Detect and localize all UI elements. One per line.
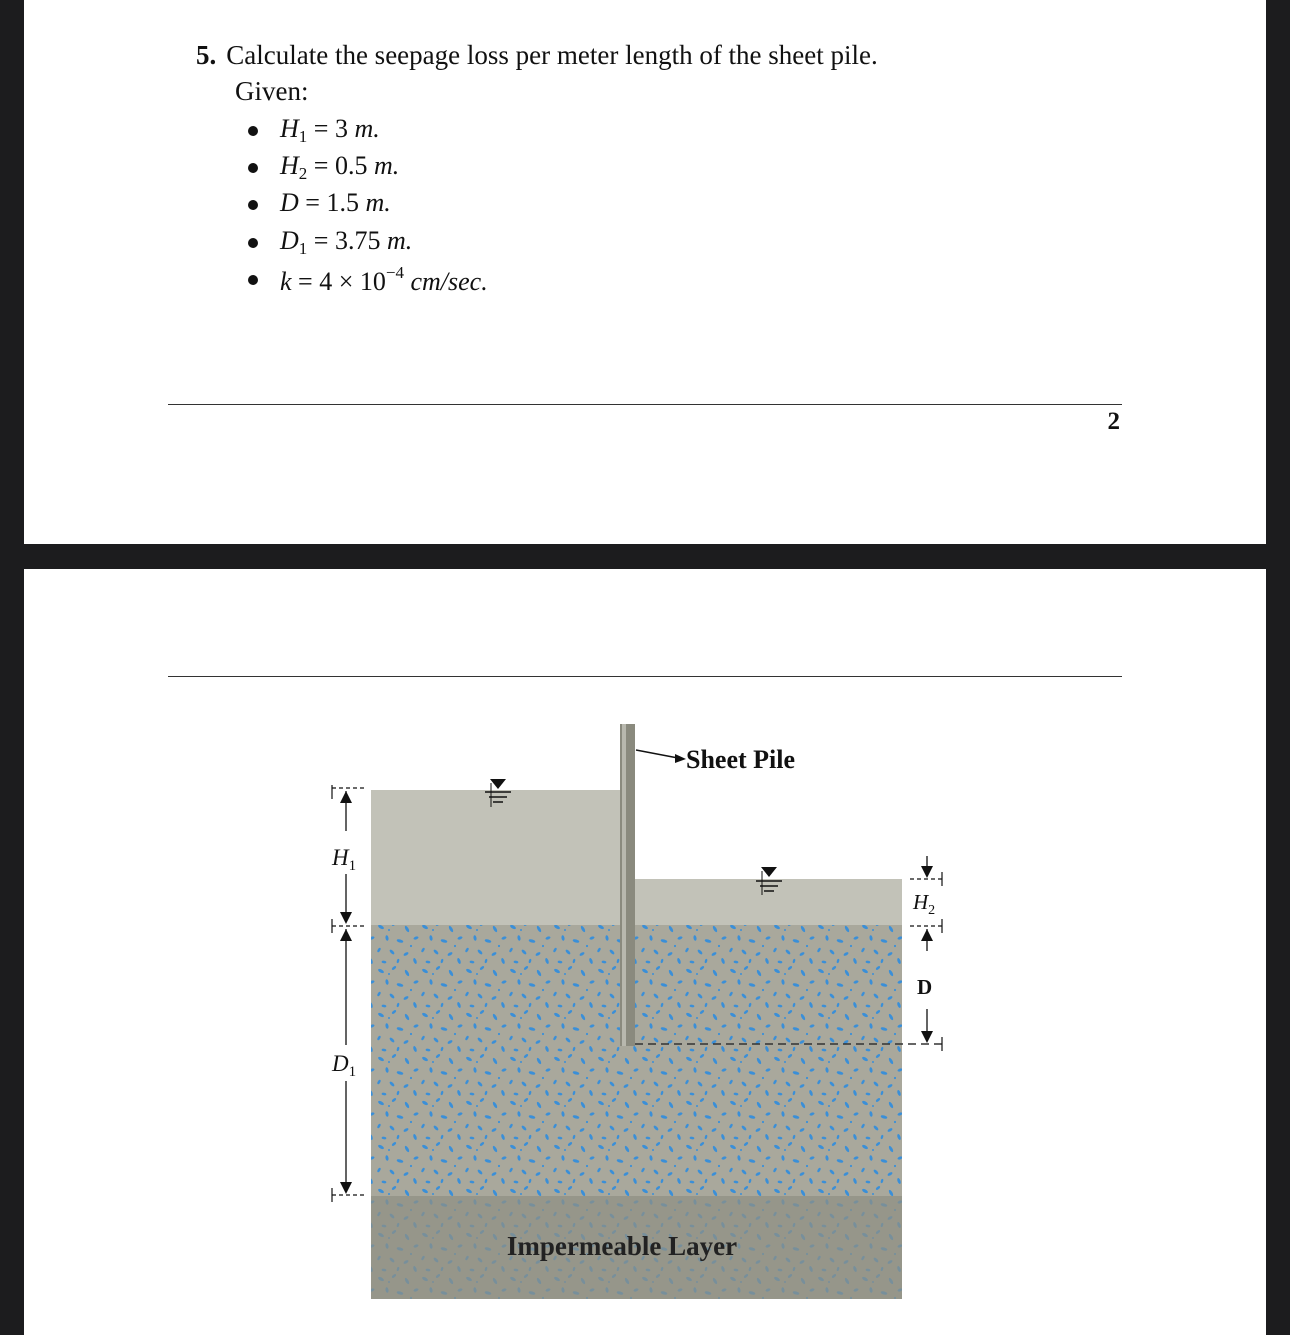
impermeable-layer-label: Impermeable Layer <box>506 1231 738 1261</box>
given-value: = 3 <box>307 114 355 143</box>
given-unit: m. <box>354 114 380 143</box>
upstream-water <box>371 790 620 927</box>
bullet-icon <box>248 238 258 248</box>
document-page-1 <box>24 0 1266 544</box>
given-subscript: 1 <box>298 239 308 258</box>
given-label: Given: <box>235 76 309 106</box>
given-item-d1 <box>280 226 412 259</box>
given-symbol: H <box>280 114 299 143</box>
given-unit: m. <box>365 188 391 217</box>
given-value: = 3.75 <box>307 226 387 255</box>
question-text: Calculate the seepage loss per meter length of the sheet pile. <box>226 40 878 70</box>
given-value: = 1.5 <box>298 188 366 217</box>
sheet-pile-arrowhead <box>675 754 686 763</box>
page-divider <box>168 404 1122 405</box>
given-unit: cm/sec. <box>403 267 488 296</box>
given-value: = 0.5 <box>307 151 374 180</box>
sheet-pile-pointer-line <box>636 750 678 758</box>
dimension-h1 <box>331 785 366 924</box>
given-subscript: 2 <box>298 164 308 183</box>
dimension-label-d: D <box>917 975 933 999</box>
given-unit: m. <box>373 151 400 180</box>
dimension-d1 <box>331 919 366 1202</box>
given-symbol: D <box>280 188 299 217</box>
sheet-pile-highlight <box>622 724 626 1046</box>
permeable-soil-layer <box>371 925 902 1198</box>
given-item-k <box>280 263 488 297</box>
given-exponent: −4 <box>385 263 404 282</box>
bullet-icon <box>248 275 258 285</box>
document-page-2 <box>24 569 1266 1335</box>
dimension-label-d1: $D_1$ <box>332 1051 357 1080</box>
bullet-icon <box>248 163 258 173</box>
bullet-icon <box>248 200 258 210</box>
page-number: 2 <box>1107 408 1120 435</box>
dimension-label-h1: $H_1$ <box>332 845 357 874</box>
given-symbol: H <box>280 151 299 180</box>
given-symbol: D <box>280 226 299 255</box>
dimension-d <box>910 919 942 1051</box>
given-subscript: 1 <box>298 127 308 146</box>
dimension-label-h2: $H_2$ <box>913 890 936 918</box>
dimension-h2 <box>910 856 942 918</box>
given-item-h2 <box>280 151 399 184</box>
sheet-pile-diagram <box>24 569 1266 1335</box>
given-symbol: k <box>280 267 292 296</box>
sheet-pile-label: Sheet Pile <box>686 745 796 774</box>
given-item-d <box>280 188 391 221</box>
question-number: 5. <box>196 40 217 70</box>
given-unit: m. <box>386 226 413 255</box>
given-item-h1 <box>280 114 380 147</box>
question-line <box>196 40 878 71</box>
given-value: = 4 × 10 <box>291 267 386 296</box>
bullet-icon <box>248 126 258 136</box>
